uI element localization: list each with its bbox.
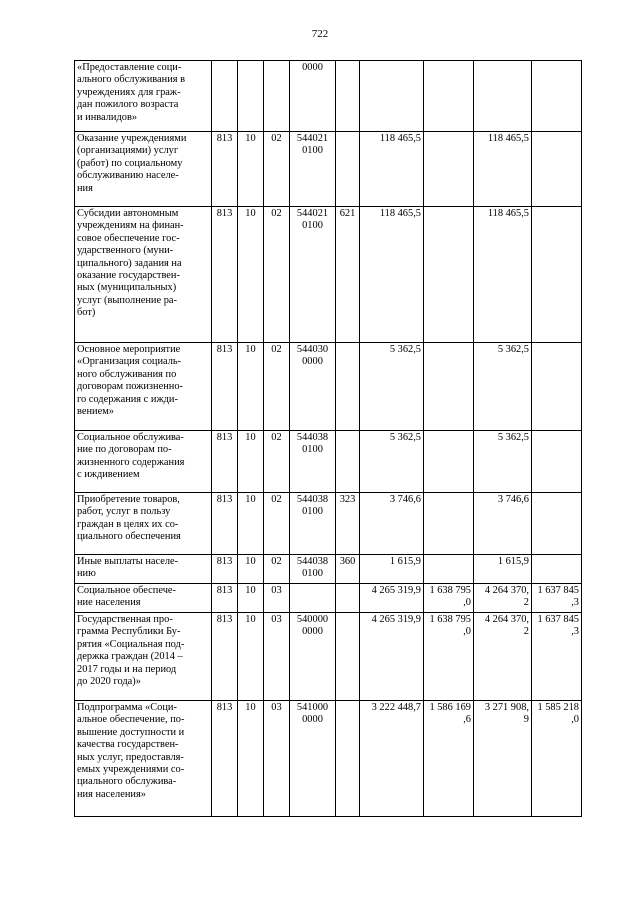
total-amount-cell: 5 362,5: [360, 431, 424, 493]
other-amount-cell: [532, 132, 582, 207]
table-row: [75, 343, 582, 431]
section-code-cell: 10: [238, 613, 264, 701]
row-name-cell: Приобретение товаров, работ, услуг в пользу граждан в целях их со- циального обеспечения: [75, 493, 212, 555]
section-code-cell: 10: [238, 431, 264, 493]
total-amount-cell: 3 222 448,7: [360, 701, 424, 817]
total-amount-cell: 4 265 319,9: [360, 584, 424, 613]
target-article-cell: 544038 0100: [290, 431, 336, 493]
expense-type-cell: [336, 701, 360, 817]
target-article-cell: 544021 0100: [290, 207, 336, 343]
target-article-cell: 544038 0100: [290, 555, 336, 584]
total-amount-cell: 118 465,5: [360, 207, 424, 343]
table-row: [75, 431, 582, 493]
subsection-code-cell: 03: [264, 584, 290, 613]
expense-type-cell: [336, 343, 360, 431]
expense-type-cell: 621: [336, 207, 360, 343]
table-row: [75, 207, 582, 343]
other-amount-cell: [532, 61, 582, 132]
section-code-cell: 10: [238, 555, 264, 584]
subsection-code-cell: 02: [264, 431, 290, 493]
ministry-code-cell: 813: [212, 555, 238, 584]
federal-amount-cell: [424, 61, 474, 132]
expense-type-cell: [336, 61, 360, 132]
subsection-code-cell: [264, 61, 290, 132]
subsection-code-cell: 02: [264, 343, 290, 431]
subsection-code-cell: 03: [264, 701, 290, 817]
total-amount-cell: 1 615,9: [360, 555, 424, 584]
expense-type-cell: [336, 132, 360, 207]
target-article-cell: 544030 0000: [290, 343, 336, 431]
subsection-code-cell: 02: [264, 207, 290, 343]
federal-amount-cell: 1 638 795 ,0: [424, 613, 474, 701]
total-amount-cell: 4 265 319,9: [360, 613, 424, 701]
federal-amount-cell: [424, 132, 474, 207]
row-name-cell: Субсидии автономным учреждениям на финан- совое обеспечение гос- ударственного (муни- ципального) задания на оказание государствен- ных (муниципальных) услуг (выполнение ра- бот): [75, 207, 212, 343]
table-row: [75, 701, 582, 817]
table-row: [75, 493, 582, 555]
ministry-code-cell: 813: [212, 613, 238, 701]
target-article-cell: 544021 0100: [290, 132, 336, 207]
regional-amount-cell: 118 465,5: [474, 207, 532, 343]
row-name-cell: «Предоставление соци- ального обслуживания в учреждениях для граж- дан пожилого возраста и инвалидов»: [75, 61, 212, 132]
regional-amount-cell: 5 362,5: [474, 431, 532, 493]
total-amount-cell: [360, 61, 424, 132]
table-row: [75, 132, 582, 207]
subsection-code-cell: 02: [264, 493, 290, 555]
ministry-code-cell: 813: [212, 701, 238, 817]
ministry-code-cell: 813: [212, 584, 238, 613]
table-body: [75, 61, 582, 817]
ministry-code-cell: 813: [212, 431, 238, 493]
total-amount-cell: 3 746,6: [360, 493, 424, 555]
target-article-cell: [290, 584, 336, 613]
regional-amount-cell: 4 264 370, 2: [474, 584, 532, 613]
total-amount-cell: 118 465,5: [360, 132, 424, 207]
other-amount-cell: [532, 343, 582, 431]
ministry-code-cell: 813: [212, 132, 238, 207]
subsection-code-cell: 02: [264, 132, 290, 207]
regional-amount-cell: 3 271 908, 9: [474, 701, 532, 817]
target-article-cell: 540000 0000: [290, 613, 336, 701]
federal-amount-cell: [424, 343, 474, 431]
target-article-cell: 0000: [290, 61, 336, 132]
other-amount-cell: [532, 493, 582, 555]
row-name-cell: Оказание учреждениями (организациями) услуг (работ) по социальному обслуживанию населе- ния: [75, 132, 212, 207]
ministry-code-cell: 813: [212, 493, 238, 555]
expense-type-cell: [336, 613, 360, 701]
table-row: [75, 584, 582, 613]
row-name-cell: Государственная про- грамма Республики Бу- рятия «Социальная под- держка граждан (2014 – 2017 годы и на период до 2020 года)»: [75, 613, 212, 701]
subsection-code-cell: 03: [264, 613, 290, 701]
row-name-cell: Социальное обеспече- ние населения: [75, 584, 212, 613]
section-code-cell: 10: [238, 701, 264, 817]
other-amount-cell: 1 637 845 ,3: [532, 613, 582, 701]
table-row: [75, 613, 582, 701]
table-row: [75, 61, 582, 132]
expense-type-cell: 360: [336, 555, 360, 584]
expense-type-cell: [336, 584, 360, 613]
ministry-code-cell: 813: [212, 207, 238, 343]
federal-amount-cell: [424, 493, 474, 555]
federal-amount-cell: 1 586 169 ,6: [424, 701, 474, 817]
federal-amount-cell: [424, 431, 474, 493]
other-amount-cell: [532, 555, 582, 584]
regional-amount-cell: [474, 61, 532, 132]
expense-type-cell: 323: [336, 493, 360, 555]
regional-amount-cell: 1 615,9: [474, 555, 532, 584]
target-article-cell: 541000 0000: [290, 701, 336, 817]
total-amount-cell: 5 362,5: [360, 343, 424, 431]
row-name-cell: Иные выплаты населе- нию: [75, 555, 212, 584]
section-code-cell: [238, 61, 264, 132]
row-name-cell: Основное мероприятие «Организация социаль- ного обслуживания по договорам пожизненно- го содержания с ижди- вением»: [75, 343, 212, 431]
ministry-code-cell: [212, 61, 238, 132]
federal-amount-cell: 1 638 795 ,0: [424, 584, 474, 613]
other-amount-cell: 1 637 845 ,3: [532, 584, 582, 613]
regional-amount-cell: 3 746,6: [474, 493, 532, 555]
other-amount-cell: [532, 431, 582, 493]
regional-amount-cell: 118 465,5: [474, 132, 532, 207]
section-code-cell: 10: [238, 493, 264, 555]
section-code-cell: 10: [238, 132, 264, 207]
federal-amount-cell: [424, 207, 474, 343]
budget-table: [74, 60, 582, 817]
regional-amount-cell: 4 264 370, 2: [474, 613, 532, 701]
target-article-cell: 544038 0100: [290, 493, 336, 555]
subsection-code-cell: 02: [264, 555, 290, 584]
federal-amount-cell: [424, 555, 474, 584]
section-code-cell: 10: [238, 207, 264, 343]
ministry-code-cell: 813: [212, 343, 238, 431]
row-name-cell: Социальное обслужива- ние по договорам по- жизненного содержания с иждивением: [75, 431, 212, 493]
other-amount-cell: [532, 207, 582, 343]
row-name-cell: Подпрограмма «Соци- альное обеспечение, по- вышение доступности и качества государствен- ных услуг, предоставля- емых учреждениями со- циального обслужива- ния населения»: [75, 701, 212, 817]
other-amount-cell: 1 585 218 ,0: [532, 701, 582, 817]
expense-type-cell: [336, 431, 360, 493]
section-code-cell: 10: [238, 343, 264, 431]
regional-amount-cell: 5 362,5: [474, 343, 532, 431]
table-row: [75, 555, 582, 584]
section-code-cell: 10: [238, 584, 264, 613]
page-number: 722: [311, 28, 329, 40]
